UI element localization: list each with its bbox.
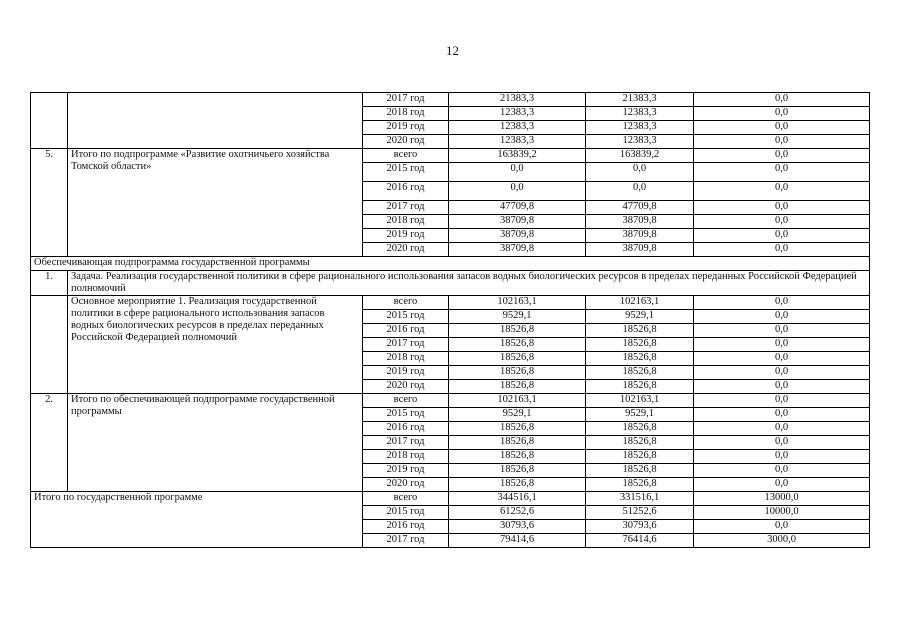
other-cell: 0,0 — [694, 436, 870, 450]
other-cell: 0,0 — [694, 464, 870, 478]
other-cell: 0,0 — [694, 478, 870, 492]
other-cell: 0,0 — [694, 310, 870, 324]
total-cell: 18526,8 — [449, 422, 586, 436]
year-cell: всего — [363, 394, 449, 408]
budget-cell: 163839,2 — [586, 149, 694, 163]
year-cell: всего — [363, 149, 449, 163]
year-cell: всего — [363, 296, 449, 310]
total-cell: 38709,8 — [449, 229, 586, 243]
name-cell: Основное мероприятие 1. Реализация государственной политики в сфере рационального использования запасов водных биологических ресурсов в пределах переданных Российской Федерацией полномочий — [68, 296, 363, 394]
budget-cell: 51252,6 — [586, 506, 694, 520]
budget-table — [30, 92, 870, 548]
other-cell: 0,0 — [694, 422, 870, 436]
table-row — [31, 257, 870, 271]
year-cell: 2020 год — [363, 243, 449, 257]
table-row — [31, 394, 870, 408]
other-cell: 0,0 — [694, 93, 870, 107]
total-cell: 38709,8 — [449, 215, 586, 229]
total-cell: 18526,8 — [449, 464, 586, 478]
budget-cell: 47709,8 — [586, 201, 694, 215]
year-cell: 2016 год — [363, 324, 449, 338]
total-cell: 21383,3 — [449, 93, 586, 107]
other-cell: 0,0 — [694, 450, 870, 464]
year-cell: 2015 год — [363, 310, 449, 324]
other-cell: 0,0 — [694, 324, 870, 338]
year-cell: 2017 год — [363, 534, 449, 548]
other-cell: 0,0 — [694, 182, 870, 201]
total-cell: 9529,1 — [449, 408, 586, 422]
total-cell: 18526,8 — [449, 352, 586, 366]
other-cell: 0,0 — [694, 163, 870, 182]
budget-cell: 38709,8 — [586, 229, 694, 243]
budget-cell: 18526,8 — [586, 324, 694, 338]
year-cell: 2020 год — [363, 478, 449, 492]
other-cell: 0,0 — [694, 215, 870, 229]
budget-cell: 30793,6 — [586, 520, 694, 534]
budget-cell: 76414,6 — [586, 534, 694, 548]
budget-cell: 18526,8 — [586, 352, 694, 366]
other-cell: 0,0 — [694, 135, 870, 149]
section-header: Обеспечивающая подпрограмма государственной программы — [31, 257, 870, 271]
total-cell: 30793,6 — [449, 520, 586, 534]
num-cell: 5. — [31, 149, 68, 257]
year-cell: 2018 год — [363, 215, 449, 229]
total-cell: 12383,3 — [449, 107, 586, 121]
other-cell: 0,0 — [694, 121, 870, 135]
budget-cell: 12383,3 — [586, 107, 694, 121]
total-cell: 9529,1 — [449, 310, 586, 324]
total-cell: 163839,2 — [449, 149, 586, 163]
other-cell: 0,0 — [694, 366, 870, 380]
task-num: 1. — [31, 271, 68, 296]
budget-cell: 12383,3 — [586, 135, 694, 149]
budget-cell: 18526,8 — [586, 338, 694, 352]
name-cell — [68, 93, 363, 149]
other-cell: 0,0 — [694, 107, 870, 121]
table-row — [31, 93, 870, 107]
year-cell: 2019 год — [363, 464, 449, 478]
total-cell: 18526,8 — [449, 380, 586, 394]
total-cell: 61252,6 — [449, 506, 586, 520]
budget-cell: 102163,1 — [586, 296, 694, 310]
budget-cell: 9529,1 — [586, 310, 694, 324]
budget-cell: 12383,3 — [586, 121, 694, 135]
year-cell: 2015 год — [363, 163, 449, 182]
task-text: Задача. Реализация государственной политики в сфере рационального использования запасов водных биологических ресурсов в пределах переданных Российской Федерацией полномочий — [68, 271, 870, 296]
year-cell: всего — [363, 492, 449, 506]
budget-cell: 9529,1 — [586, 408, 694, 422]
name-cell: Итого по государственной программе — [31, 492, 363, 548]
other-cell: 0,0 — [694, 394, 870, 408]
name-cell: Итого по подпрограмме «Развитие охотничьего хозяйства Томской области» — [68, 149, 363, 257]
total-cell: 18526,8 — [449, 324, 586, 338]
other-cell: 3000,0 — [694, 534, 870, 548]
budget-cell: 0,0 — [586, 182, 694, 201]
year-cell: 2015 год — [363, 506, 449, 520]
year-cell: 2018 год — [363, 450, 449, 464]
total-cell: 18526,8 — [449, 478, 586, 492]
total-cell: 79414,6 — [449, 534, 586, 548]
budget-cell: 18526,8 — [586, 436, 694, 450]
year-cell: 2018 год — [363, 352, 449, 366]
other-cell: 0,0 — [694, 243, 870, 257]
year-cell: 2017 год — [363, 201, 449, 215]
other-cell: 0,0 — [694, 229, 870, 243]
budget-cell: 18526,8 — [586, 380, 694, 394]
other-cell: 0,0 — [694, 380, 870, 394]
total-cell: 18526,8 — [449, 450, 586, 464]
total-cell: 102163,1 — [449, 296, 586, 310]
year-cell: 2020 год — [363, 135, 449, 149]
year-cell: 2019 год — [363, 121, 449, 135]
other-cell: 0,0 — [694, 408, 870, 422]
page-number: 12 — [446, 43, 459, 58]
other-cell: 0,0 — [694, 201, 870, 215]
year-cell: 2017 год — [363, 93, 449, 107]
budget-cell: 18526,8 — [586, 464, 694, 478]
other-cell: 10000,0 — [694, 506, 870, 520]
num-cell — [31, 93, 68, 149]
other-cell: 0,0 — [694, 149, 870, 163]
year-cell: 2020 год — [363, 380, 449, 394]
num-cell: 2. — [31, 394, 68, 492]
other-cell: 0,0 — [694, 352, 870, 366]
table-row — [31, 149, 870, 163]
year-cell: 2016 год — [363, 422, 449, 436]
year-cell: 2018 год — [363, 107, 449, 121]
table-row — [31, 271, 870, 296]
year-cell: 2016 год — [363, 182, 449, 201]
total-cell: 18526,8 — [449, 436, 586, 450]
budget-cell: 18526,8 — [586, 450, 694, 464]
budget-cell: 18526,8 — [586, 422, 694, 436]
other-cell: 0,0 — [694, 520, 870, 534]
total-cell: 12383,3 — [449, 121, 586, 135]
total-cell: 102163,1 — [449, 394, 586, 408]
year-cell: 2019 год — [363, 229, 449, 243]
budget-cell: 18526,8 — [586, 478, 694, 492]
other-cell: 0,0 — [694, 296, 870, 310]
year-cell: 2016 год — [363, 520, 449, 534]
total-cell: 18526,8 — [449, 338, 586, 352]
name-cell: Итого по обеспечивающей подпрограмме государственной программы — [68, 394, 363, 492]
other-cell: 13000,0 — [694, 492, 870, 506]
budget-cell: 18526,8 — [586, 366, 694, 380]
total-cell: 12383,3 — [449, 135, 586, 149]
year-cell: 2017 год — [363, 338, 449, 352]
table-row — [31, 492, 870, 506]
budget-cell: 0,0 — [586, 163, 694, 182]
total-cell: 0,0 — [449, 182, 586, 201]
total-cell: 18526,8 — [449, 366, 586, 380]
budget-cell: 102163,1 — [586, 394, 694, 408]
budget-cell: 38709,8 — [586, 243, 694, 257]
total-cell: 344516,1 — [449, 492, 586, 506]
num-cell — [31, 296, 68, 394]
total-cell: 0,0 — [449, 163, 586, 182]
other-cell: 0,0 — [694, 338, 870, 352]
budget-cell: 21383,3 — [586, 93, 694, 107]
year-cell: 2017 год — [363, 436, 449, 450]
total-cell: 38709,8 — [449, 243, 586, 257]
total-cell: 47709,8 — [449, 201, 586, 215]
budget-cell: 38709,8 — [586, 215, 694, 229]
year-cell: 2015 год — [363, 408, 449, 422]
table-row — [31, 296, 870, 310]
budget-cell: 331516,1 — [586, 492, 694, 506]
year-cell: 2019 год — [363, 366, 449, 380]
